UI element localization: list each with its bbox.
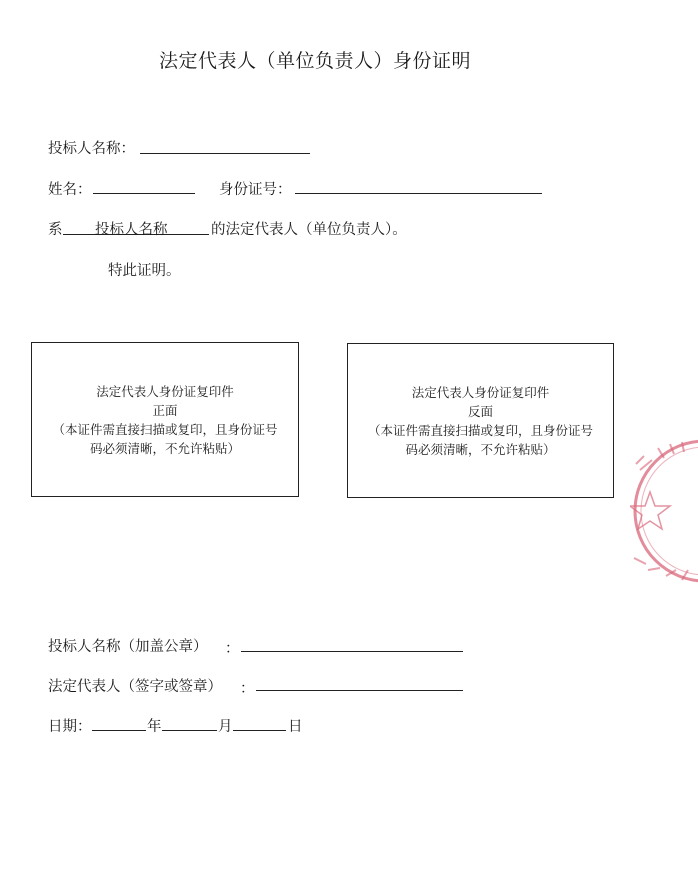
id-back-box [347, 343, 614, 498]
name-field[interactable] [93, 193, 195, 194]
id-back-note: （本证件需直接扫描或复印，且身份证号 [367, 422, 593, 438]
statement-prefix: 系 [48, 222, 63, 238]
id-number-field[interactable] [295, 193, 542, 194]
name-label: 姓名： [48, 182, 92, 198]
legal-rep-sign-label: 法定代表人（签字或签章） [48, 679, 222, 695]
date-month-label: 月 [218, 719, 233, 735]
bidder-seal-colon: ： [225, 641, 240, 657]
legal-rep-sign-field[interactable] [256, 690, 463, 691]
date-year-label: 年 [147, 719, 162, 735]
bidder-name-label: 投标人名称： [48, 141, 135, 157]
date-year-field[interactable] [92, 730, 146, 731]
id-back-side: 反面 [467, 403, 493, 419]
statement-suffix: 的法定代表人（单位负责人）。 [211, 222, 407, 238]
date-day-label: 日 [288, 719, 303, 735]
certify-text: 特此证明。 [108, 263, 181, 279]
id-back-note-cont: 码必须清晰，不允许粘贴） [405, 441, 556, 457]
id-front-side: 正面 [152, 402, 178, 418]
id-number-label: 身份证号： [219, 182, 292, 198]
bidder-name-field[interactable] [140, 153, 310, 154]
page-title: 法定代表人（单位负责人）身份证明 [158, 50, 471, 72]
bidder-seal-label: 投标人名称（加盖公章） [48, 639, 208, 655]
id-front-note: （本证件需直接扫描或复印，且身份证号 [52, 421, 278, 437]
company-seal-icon [630, 436, 698, 586]
id-front-box [31, 342, 299, 497]
date-label: 日期： [48, 719, 92, 735]
id-front-note-cont: 码必须清晰，不允许粘贴） [89, 440, 240, 456]
bidder-seal-field[interactable] [241, 651, 463, 652]
date-day-field[interactable] [233, 730, 286, 731]
id-front-title: 法定代表人身份证复印件 [96, 383, 234, 399]
statement-bidder-placeholder: 投标人名称 [95, 222, 168, 238]
date-month-field[interactable] [162, 730, 217, 731]
id-back-title: 法定代表人身份证复印件 [411, 384, 550, 400]
legal-rep-sign-colon: ： [240, 681, 255, 697]
